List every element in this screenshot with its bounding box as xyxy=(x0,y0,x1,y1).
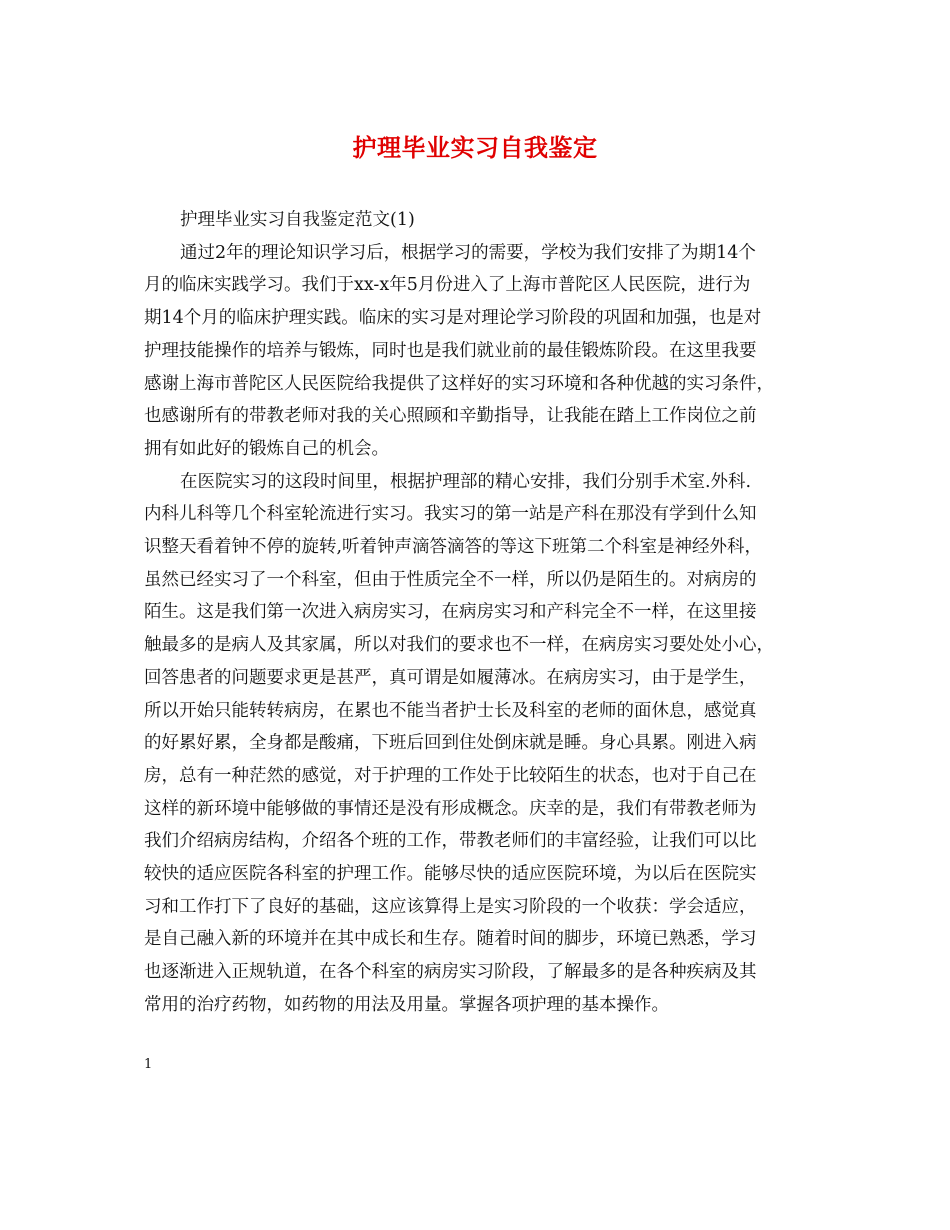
body-line: 在医院实习的这段时间里，根据护理部的精心安排，我们分别手术室.外科. xyxy=(180,471,752,492)
body-line: 房，总有一种茫然的感觉，对于护理的工作处于比较陌生的状态，也对于自己在 xyxy=(144,765,757,786)
document-title: 护理毕业实习自我鉴定 xyxy=(352,133,598,162)
page-number: 1 xyxy=(144,1057,153,1072)
body-line: 虽然已经实习了一个科室，但由于性质完全不一样，所以仍是陌生的。对病房的 xyxy=(144,569,757,590)
body-line: 这样的新环境中能够做的事情还是没有形成概念。庆幸的是，我们有带教老师为 xyxy=(144,798,757,819)
body-line: 回答患者的问题要求更是甚严，真可谓是如履薄冰。在病房实习，由于是学生， xyxy=(144,667,757,688)
body-line: 感谢上海市普陀区人民医院给我提供了这样好的实习环境和各种优越的实习条件， xyxy=(144,373,774,394)
body-line: 期14个月的临床护理实践。临床的实习是对理论学习阶段的巩固和加强，也是对 xyxy=(144,308,762,329)
document-body xyxy=(144,204,824,1022)
body-line: 拥有如此好的锻炼自己的机会。 xyxy=(144,438,389,459)
body-line: 陌生。这是我们第一次进入病房实习，在病房实习和产科完全不一样，在这里接 xyxy=(144,602,757,623)
body-line: 也感谢所有的带教老师对我的关心照顾和辛勤指导，让我能在踏上工作岗位之前 xyxy=(144,406,757,427)
body-line: 常用的治疗药物，如药物的用法及用量。掌握各项护理的基本操作。 xyxy=(144,994,669,1015)
body-line: 通过2年的理论知识学习后，根据学习的需要，学校为我们安排了为期14个 xyxy=(180,242,756,263)
body-line: 内科儿科等几个科室轮流进行实习。我实习的第一站是产科在那没有学到什么知 xyxy=(144,504,757,525)
body-line: 触最多的是病人及其家属，所以对我们的要求也不一样，在病房实习要处处小心， xyxy=(144,635,774,656)
body-line: 护理技能操作的培养与锻炼，同时也是我们就业前的最佳锻炼阶段。在这里我要 xyxy=(144,340,757,361)
body-line: 我们介绍病房结构，介绍各个班的工作，带教老师们的丰富经验，让我们可以比 xyxy=(144,831,757,852)
body-line: 较快的适应医院各科室的护理工作。能够尽快的适应医院环境，为以后在医院实 xyxy=(144,864,757,885)
body-line: 所以开始只能转转病房，在累也不能当者护士长及科室的老师的面休息，感觉真 xyxy=(144,700,757,721)
body-line: 护理毕业实习自我鉴定范文(1) xyxy=(180,210,415,230)
body-line: 也逐渐进入正规轨道，在各个科室的病房实习阶段，了解最多的是各种疾病及其 xyxy=(144,962,757,983)
body-line: 识整天看着钟不停的旋转,听着钟声滴答滴答的等这下班第二个科室是神经外科， xyxy=(144,537,763,558)
body-line: 的好累好累，全身都是酸痛，下班后回到住处倒床就是睡。身心具累。刚进入病 xyxy=(144,733,757,754)
body-line: 月的临床实践学习。我们于xx-x年5月份进入了上海市普陀区人民医院，进行为 xyxy=(144,275,751,296)
body-line: 是自己融入新的环境并在其中成长和生存。随着时间的脚步，环境已熟悉，学习 xyxy=(144,929,757,950)
body-line: 习和工作打下了良好的基础，这应该算得上是实习阶段的一个收获：学会适应， xyxy=(144,896,757,917)
